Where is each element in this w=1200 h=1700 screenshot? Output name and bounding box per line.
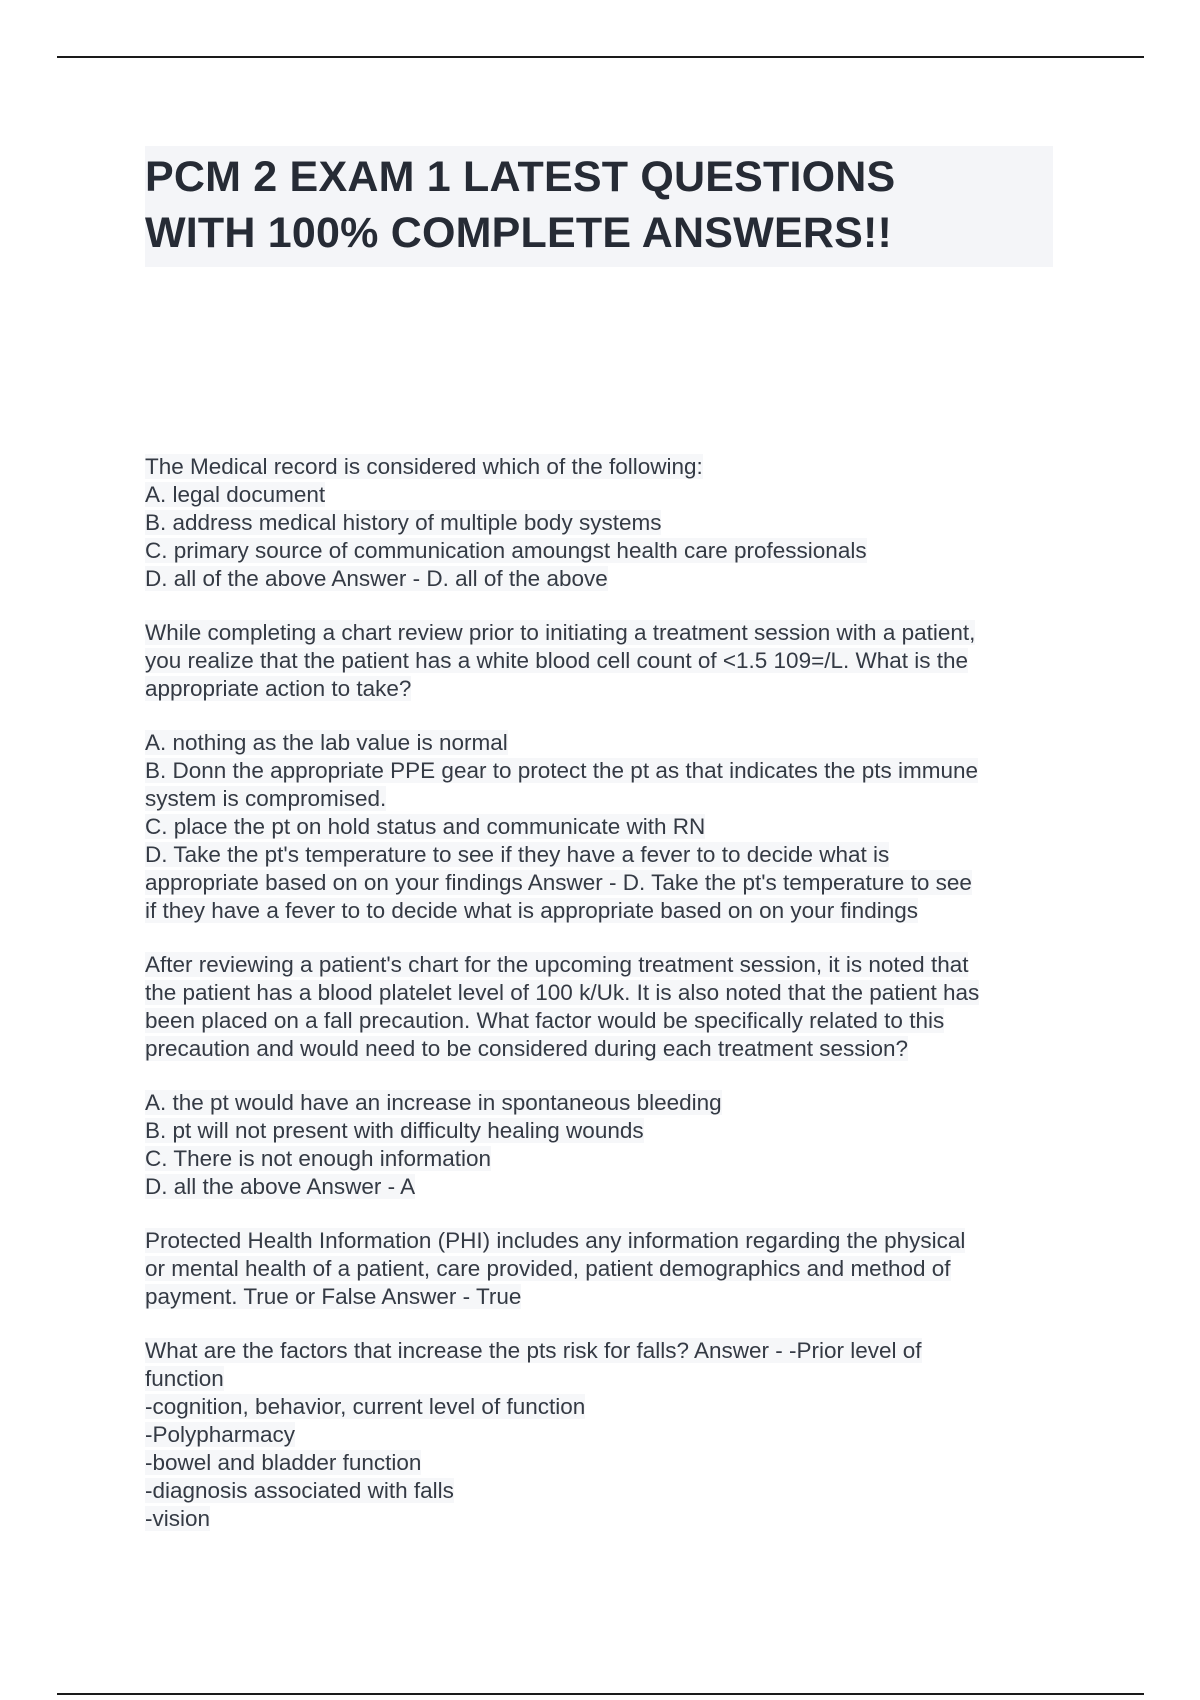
text-line: After reviewing a patient's chart for the upcoming treatment session, it is noted that — [145, 952, 969, 977]
bottom-rule — [57, 1693, 1144, 1695]
text-line: Protected Health Information (PHI) includes any information regarding the physical — [145, 1228, 966, 1253]
text-line: -Polypharmacy — [145, 1422, 296, 1447]
answer-options-block — [145, 729, 1050, 925]
text-line: B. pt will not present with difficulty healing wounds — [145, 1118, 644, 1143]
question-block — [145, 453, 1050, 593]
question-block — [145, 1337, 1050, 1533]
text-line: function — [145, 1366, 224, 1391]
text-line: The Medical record is considered which of the following: — [145, 454, 703, 479]
text-line: C. place the pt on hold status and communicate with RN — [145, 814, 706, 839]
text-line: -bowel and bladder function — [145, 1450, 422, 1475]
text-line: B. Donn the appropriate PPE gear to protect the pt as that indicates the pts immune — [145, 758, 978, 783]
text-line: appropriate based on on your findings Answer - D. Take the pt's temperature to see — [145, 870, 972, 895]
text-line: A. legal document — [145, 482, 326, 507]
text-line: precaution and would need to be considered during each treatment session? — [145, 1036, 909, 1061]
question-block — [145, 1227, 1050, 1311]
text-line: payment. True or False Answer - True — [145, 1284, 522, 1309]
text-line: A. nothing as the lab value is normal — [145, 730, 508, 755]
text-line: B. address medical history of multiple body systems — [145, 510, 662, 535]
text-line: While completing a chart review prior to initiating a treatment session with a patient, — [145, 620, 976, 645]
text-line: -vision — [145, 1506, 211, 1531]
text-line: D. all of the above Answer - D. all of the above — [145, 566, 608, 591]
document-body — [145, 453, 1050, 1533]
text-line: or mental health of a patient, care provided, patient demographics and method of — [145, 1256, 951, 1281]
text-line: C. There is not enough information — [145, 1146, 492, 1171]
question-block — [145, 619, 1050, 703]
text-line: the patient has a blood platelet level of 100 k/Uk. It is also noted that the patient has — [145, 980, 980, 1005]
answer-options-block — [145, 1089, 1050, 1201]
text-line: you realize that the patient has a white blood cell count of <1.5 109=/L. What is the — [145, 648, 969, 673]
text-line: been placed on a fall precaution. What factor would be specifically related to this — [145, 1008, 945, 1033]
title-line: WITH 100% COMPLETE ANSWERS!! — [145, 209, 892, 257]
title-line: PCM 2 EXAM 1 LATEST QUESTIONS — [145, 153, 896, 201]
text-line: system is compromised. — [145, 786, 387, 811]
text-line: if they have a fever to to decide what is appropriate based on on your findings — [145, 898, 918, 923]
text-line: appropriate action to take? — [145, 676, 412, 701]
text-line: -cognition, behavior, current level of function — [145, 1394, 586, 1419]
document-title — [145, 146, 1053, 267]
text-line: D. all the above Answer - A — [145, 1174, 416, 1199]
text-line: C. primary source of communication amoungst health care professionals — [145, 538, 867, 563]
text-line: D. Take the pt's temperature to see if they have a fever to to decide what is — [145, 842, 890, 867]
question-block — [145, 951, 1050, 1063]
top-rule — [57, 56, 1144, 58]
text-line: What are the factors that increase the pts risk for falls? Answer - -Prior level of — [145, 1338, 922, 1363]
text-line: A. the pt would have an increase in spontaneous bleeding — [145, 1090, 722, 1115]
text-line: -diagnosis associated with falls — [145, 1478, 454, 1503]
